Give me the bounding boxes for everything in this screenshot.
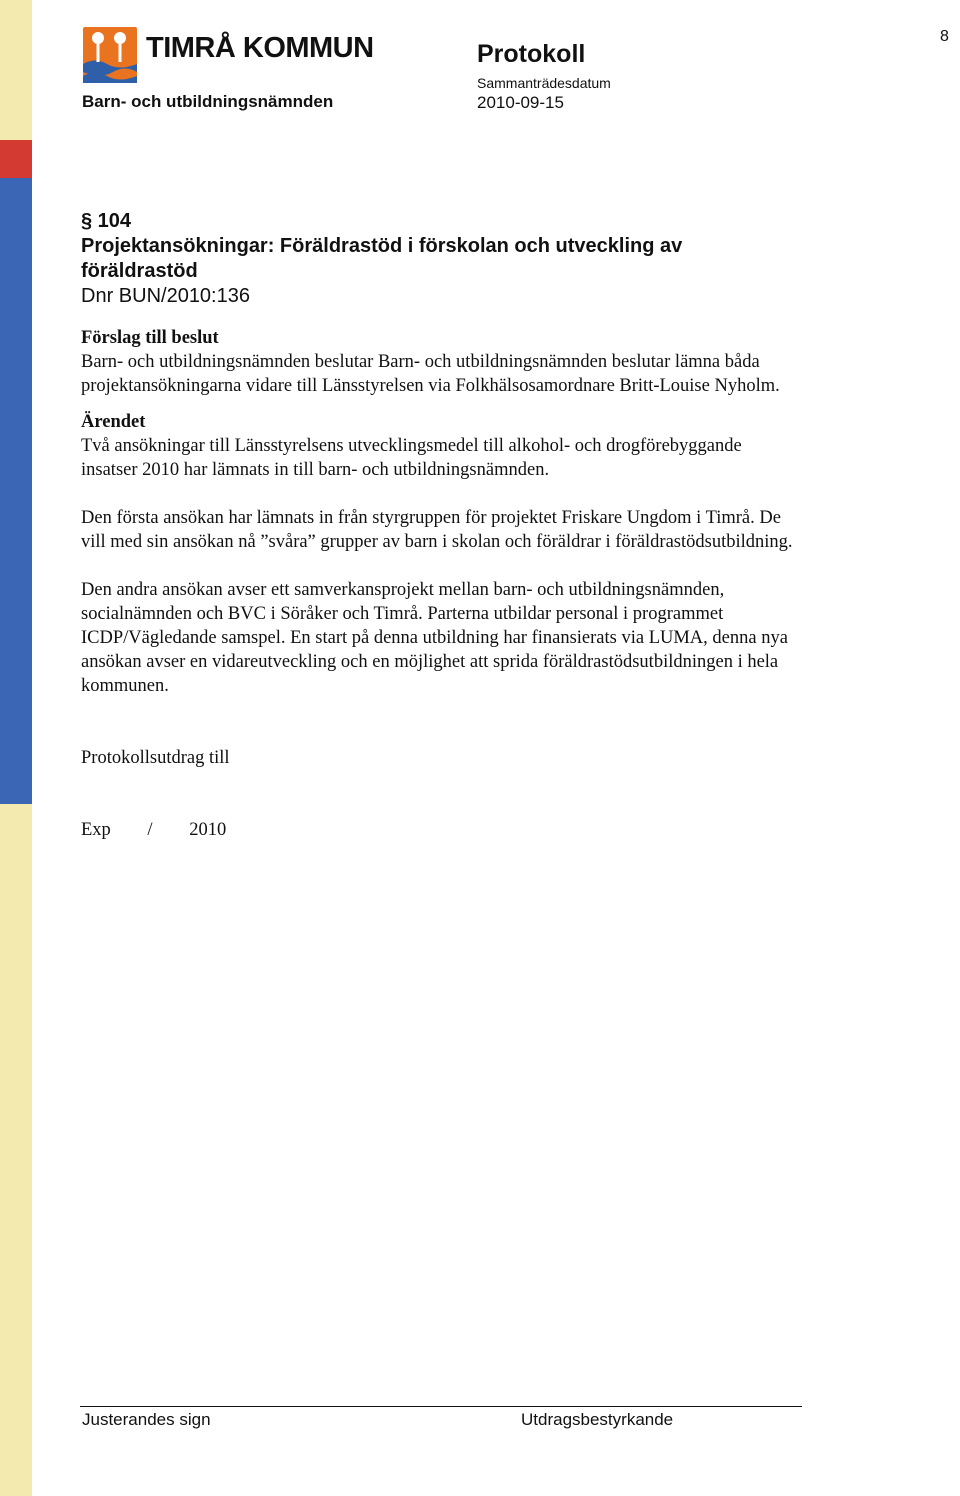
- committee-name: Barn- och utbildningsnämnden: [82, 92, 334, 111]
- margin-stripe-blue: [0, 178, 32, 804]
- matter-paragraph-2: Den första ansökan har lämnats in från styrgruppen för projektet Friskare Ungdom i Timrå. De vill med sin ansökan nå ”svåra” grupper av barn i skolan och föräldrar i föräldrastödsutbildning.: [81, 508, 793, 552]
- proposal-text: Barn- och utbildningsnämnden beslutar Barn- och utbildningsnämnden beslutar lämna båda projektansökningarna vidare till Länsstyrelsen via Folkhälsosamordnare Britt-Louise Nyholm.: [81, 352, 780, 396]
- margin-stripe-yellow-bottom: [0, 804, 32, 1496]
- meeting-date-label: Sammanträdesdatum: [477, 75, 611, 91]
- matter-heading: Ärendet: [81, 412, 146, 432]
- section-title: Projektansökningar: Föräldrastöd i förskolan och utveckling av föräldrastöd: [81, 235, 683, 282]
- distribution-label: Protokollsutdrag till: [81, 748, 230, 768]
- municipality-name: TIMRÅ KOMMUN: [146, 32, 374, 64]
- proposal-heading: Förslag till beslut: [81, 328, 219, 348]
- margin-stripe-red: [0, 140, 32, 178]
- matter-paragraph-1: Två ansökningar till Länsstyrelsens utvecklingsmedel till alkohol- och drogförebyggande insatser 2010 har lämnats in till barn- och utbildningsnämnden.: [81, 436, 742, 480]
- distribution-exp: Exp / 2010: [81, 820, 227, 840]
- case-number: Dnr BUN/2010:136: [81, 285, 250, 307]
- margin-stripe-yellow-top: [0, 0, 32, 140]
- document-title: Protokoll: [477, 40, 586, 68]
- timra-logo-icon: [80, 24, 140, 86]
- section-number: § 104: [81, 210, 132, 232]
- page-number: 8: [940, 28, 949, 45]
- signature-label: Justerandes sign: [82, 1410, 211, 1429]
- matter-paragraph-3: Den andra ansökan avser ett samverkansprojekt mellan barn- och utbildningsnämnden, socialnämnden och BVC i Söråker och Timrå. Parterna utbildar personal i programmet ICDP/Vägledande samspel. En start på denna utbildning har finansierats via LUMA, denna nya ansökan avser en vidareutveckling och en möjlighet att sprida föräldrastödsutbildningen i hela kommunen.: [81, 580, 788, 696]
- meeting-date-value: 2010-09-15: [477, 93, 564, 112]
- certification-label: Utdragsbestyrkande: [521, 1410, 674, 1429]
- footer-divider: [80, 1406, 802, 1407]
- document-body: [81, 205, 801, 866]
